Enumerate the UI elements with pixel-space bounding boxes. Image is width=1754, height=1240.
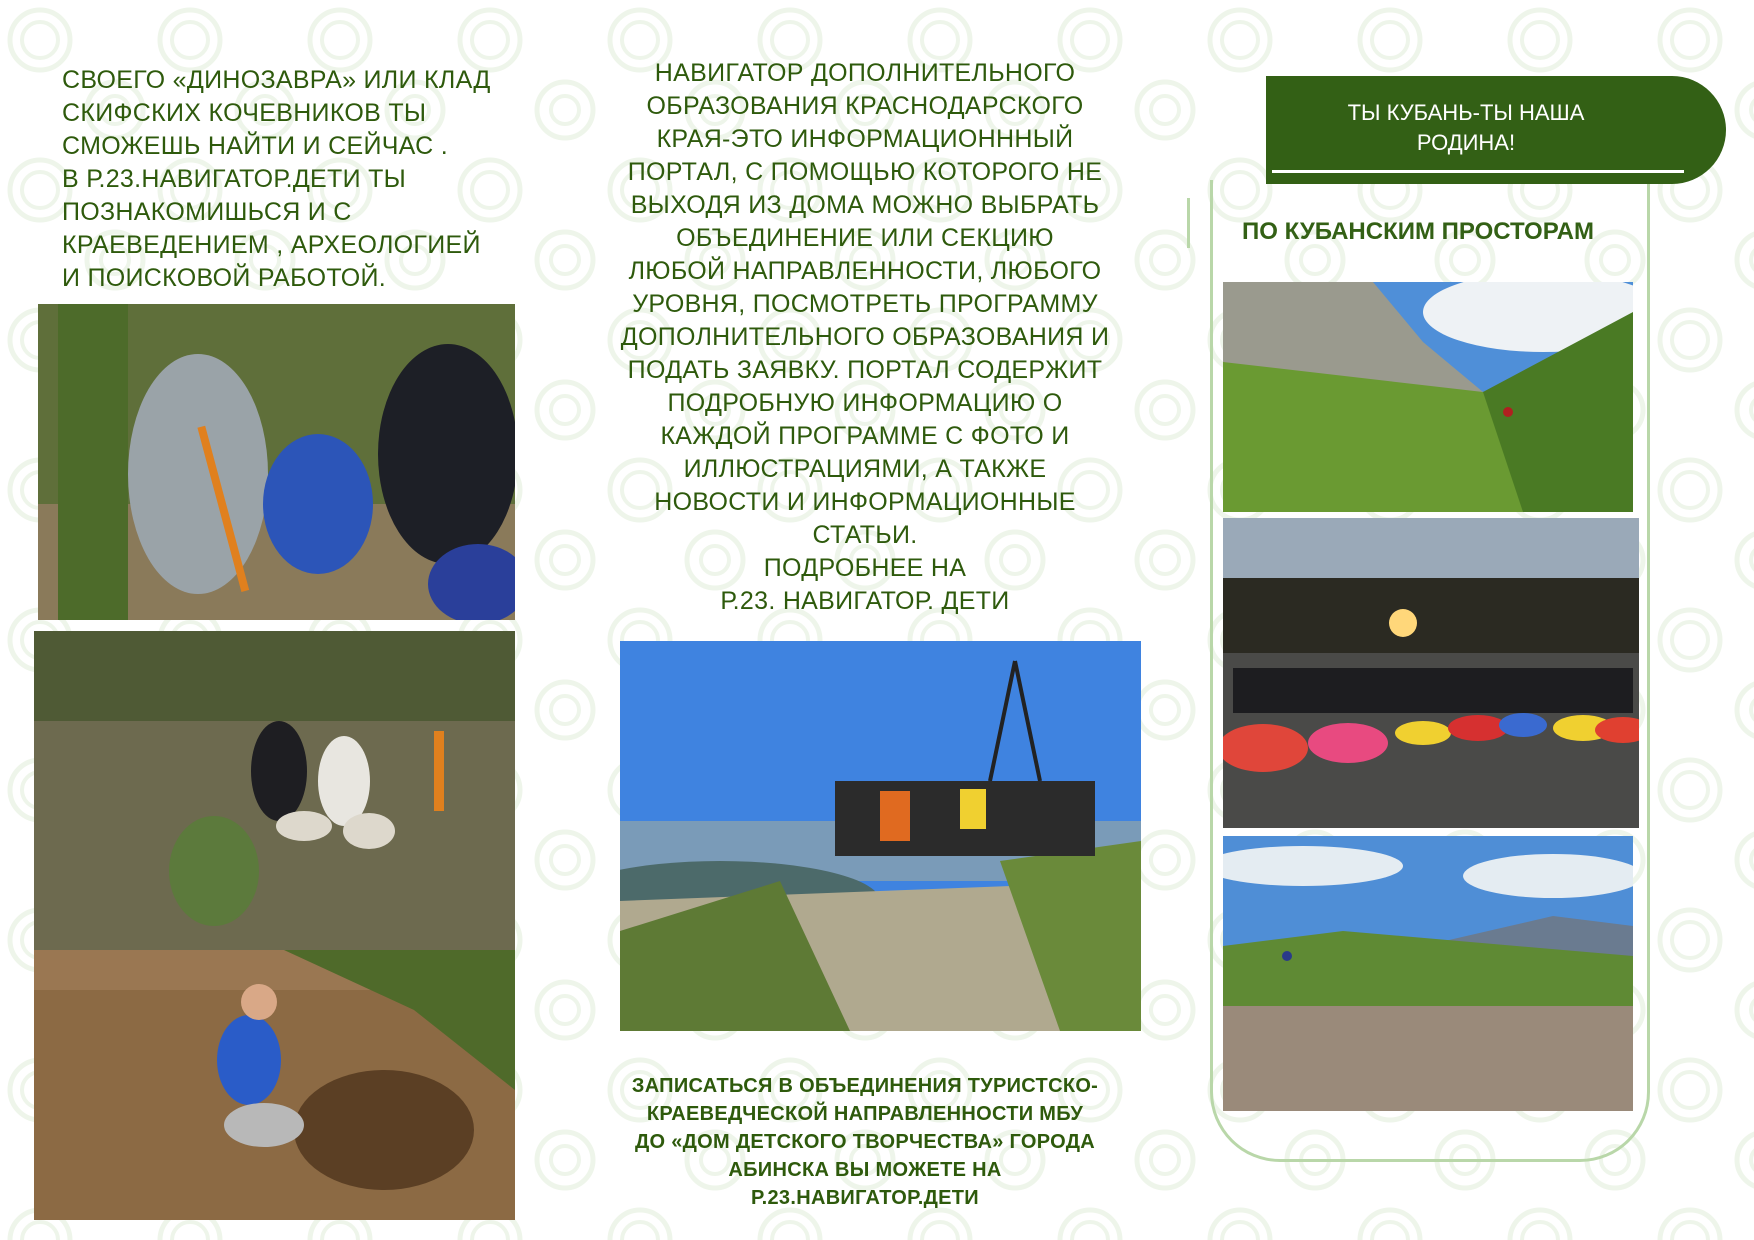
enrollment-text — [600, 1072, 1130, 1212]
text-line: СКИФСКИХ КОЧЕВНИКОВ ТЫ — [62, 99, 427, 127]
text-line: ПОДАТЬ ЗАЯВКУ. ПОРТАЛ СОДЕРЖИТ — [627, 356, 1103, 384]
text-line: Р.23.НАВИГАТОР.ДЕТИ — [751, 1187, 979, 1209]
text-line: КРАЕВЕДЕНИЕМ , АРХЕОЛОГИЕЙ — [62, 231, 481, 259]
text-line: НАВИГАТОР ДОПОЛНИТЕЛЬНОГО — [654, 59, 1076, 87]
text-line: СМОЖЕШЬ НАЙТИ И СЕЙЧАС . — [62, 132, 448, 160]
photo-finds-forest — [34, 631, 515, 950]
text-line: СТАТЬИ. — [812, 521, 918, 549]
text-line: ПОДРОБНУЮ ИНФОРМАЦИЮ О — [667, 389, 1063, 417]
text-line: СВОЕГО «ДИНОЗАВРА» ИЛИ КЛАД — [62, 66, 491, 94]
left-intro-text — [62, 64, 491, 295]
section-subtitle: ПО КУБАНСКИМ ПРОСТОРАМ — [1242, 218, 1594, 245]
banner-line: РОДИНА! — [1416, 130, 1516, 155]
text-line: И ПОИСКОВОЙ РАБОТОЙ. — [62, 264, 387, 292]
text-line: ИЛЛЮСТРАЦИЯМИ, А ТАКЖЕ — [683, 455, 1047, 483]
photo-meadow — [1223, 836, 1633, 1111]
text-line: ПОДРОБНЕЕ НА — [763, 554, 967, 582]
photo-mountain-valley — [1223, 282, 1633, 512]
photo-excavation-forest — [38, 304, 515, 620]
navigator-description-text — [600, 57, 1130, 618]
text-line: ЗАПИСАТЬСЯ В ОБЪЕДИНЕНИЯ ТУРИСТСКО- — [631, 1075, 1099, 1097]
banner-rule — [1272, 170, 1684, 173]
frame-divider — [1187, 198, 1190, 248]
text-line: В Р.23.НАВИГАТОР.ДЕТИ ТЫ — [62, 165, 407, 193]
text-line: КАЖДОЙ ПРОГРАММЕ С ФОТО И — [660, 422, 1070, 450]
photo-kayaks-sunset — [1223, 518, 1639, 828]
photo-summit-group — [620, 641, 1141, 1031]
text-line: ПОРТАЛ, С ПОМОЩЬЮ КОТОРОГО НЕ — [627, 158, 1103, 186]
text-line: ДО «ДОМ ДЕТСКОГО ТВОРЧЕСТВА» ГОРОДА — [634, 1131, 1096, 1153]
photo-boy-digging — [34, 950, 515, 1220]
text-line: ОБЪЕДИНЕНИЕ ИЛИ СЕКЦИЮ — [676, 224, 1054, 252]
text-line: ПОЗНАКОМИШЬСЯ И С — [62, 198, 352, 226]
text-line: АБИНСКА ВЫ МОЖЕТЕ НА — [728, 1159, 1002, 1181]
text-line: КРАЯ-ЭТО ИНФОРМАЦИОНННЫЙ — [656, 125, 1074, 153]
text-line: ВЫХОДЯ ИЗ ДОМА МОЖНО ВЫБРАТЬ — [630, 191, 1100, 219]
banner-line: ТЫ КУБАНЬ-ТЫ НАША — [1347, 100, 1585, 125]
text-line: КРАЕВЕДЧЕСКОЙ НАПРАВЛЕННОСТИ МБУ — [646, 1103, 1084, 1125]
banner-text — [1266, 98, 1666, 158]
text-line: ДОПОЛНИТЕЛЬНОГО ОБРАЗОВАНИЯ И — [620, 323, 1110, 351]
text-line: Р.23. НАВИГАТОР. ДЕТИ — [720, 587, 1010, 615]
text-line: ЛЮБОЙ НАПРАВЛЕННОСТИ, ЛЮБОГО — [628, 257, 1102, 285]
text-line: УРОВНЯ, ПОСМОТРЕТЬ ПРОГРАММУ — [632, 290, 1098, 318]
text-line: ОБРАЗОВАНИЯ КРАСНОДАРСКОГО — [646, 92, 1084, 120]
kuban-banner — [1266, 76, 1726, 184]
text-line: НОВОСТИ И ИНФОРМАЦИОННЫЕ — [654, 488, 1076, 516]
